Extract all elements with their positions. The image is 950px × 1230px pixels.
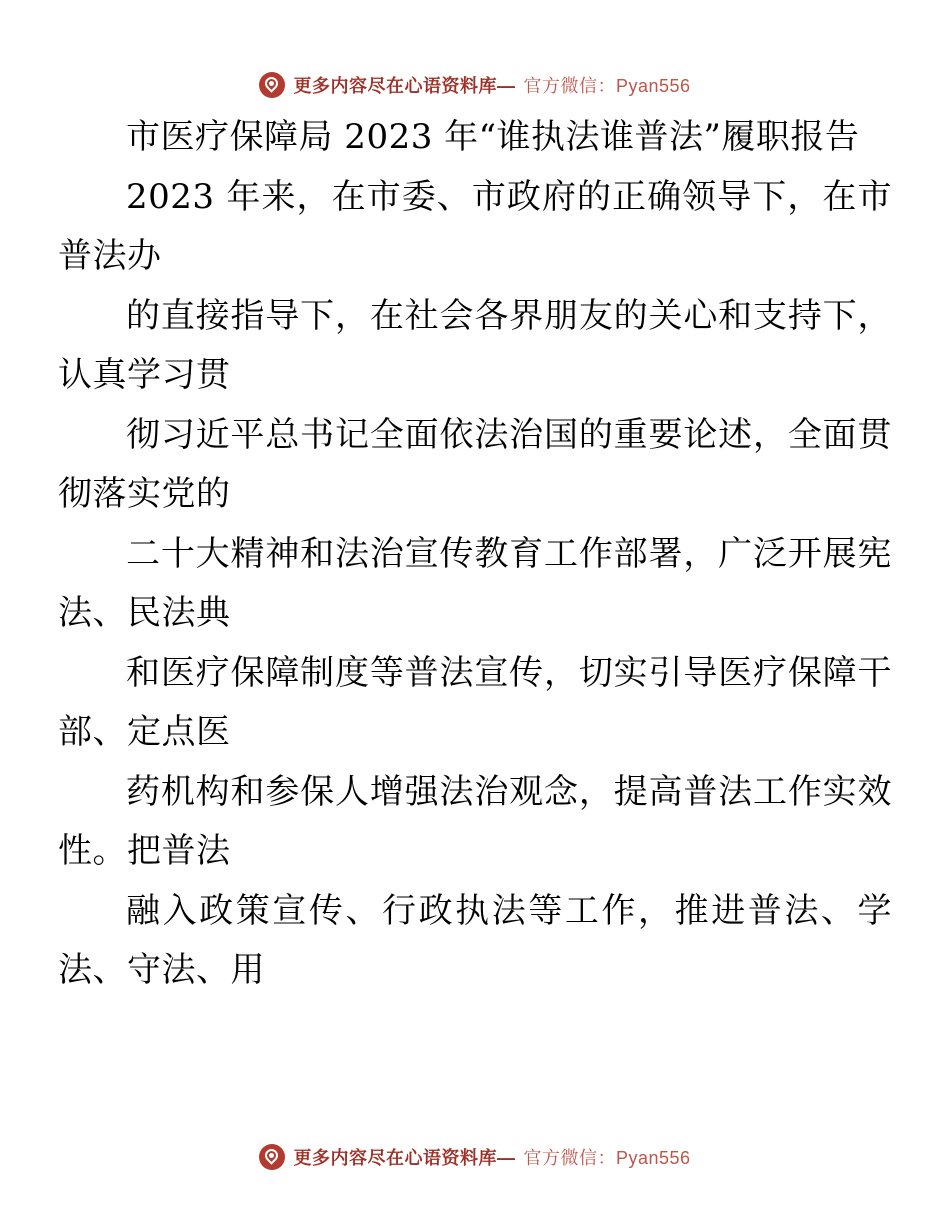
- location-pin-icon: [259, 72, 285, 98]
- document-paragraph: 市医疗保障局 2023 年“谁执法谁普法”履职报告: [126, 117, 860, 157]
- watermark-top: [0, 72, 950, 98]
- watermark-sub-text: 官方微信：Pyan556: [523, 76, 691, 96]
- document-paragraph: 药机构和参保人增强法治观念，提高普法工作实效性。把普法: [58, 772, 892, 871]
- document-paragraph: 和医疗保障制度等普法宣传，切实引导医疗保障干部、定点医: [58, 653, 892, 752]
- location-pin-icon: [259, 1144, 285, 1170]
- watermark-main-text: 更多内容尽在心语资料库—: [293, 1148, 516, 1168]
- document-paragraph: 彻习近平总书记全面依法治国的重要论述，全面贯彻落实党的: [58, 415, 892, 514]
- document-content: [0, 98, 950, 1144]
- watermark-bottom: [0, 1144, 950, 1170]
- document-paragraph: 二十大精神和法治宣传教育工作部署，广泛开展宪法、民法典: [58, 534, 892, 633]
- document-paragraph: 2023 年来，在市委、市政府的正确领导下，在市普法办: [58, 177, 892, 276]
- document-paragraph: 的直接指导下，在社会各界朋友的关心和支持下，认真学习贯: [58, 296, 892, 395]
- watermark-sub-text: 官方微信：Pyan556: [523, 1148, 691, 1168]
- watermark-main-text: 更多内容尽在心语资料库—: [293, 76, 516, 96]
- document-paragraph: 融入政策宣传、行政执法等工作，推进普法、学法、守法、用: [58, 891, 892, 990]
